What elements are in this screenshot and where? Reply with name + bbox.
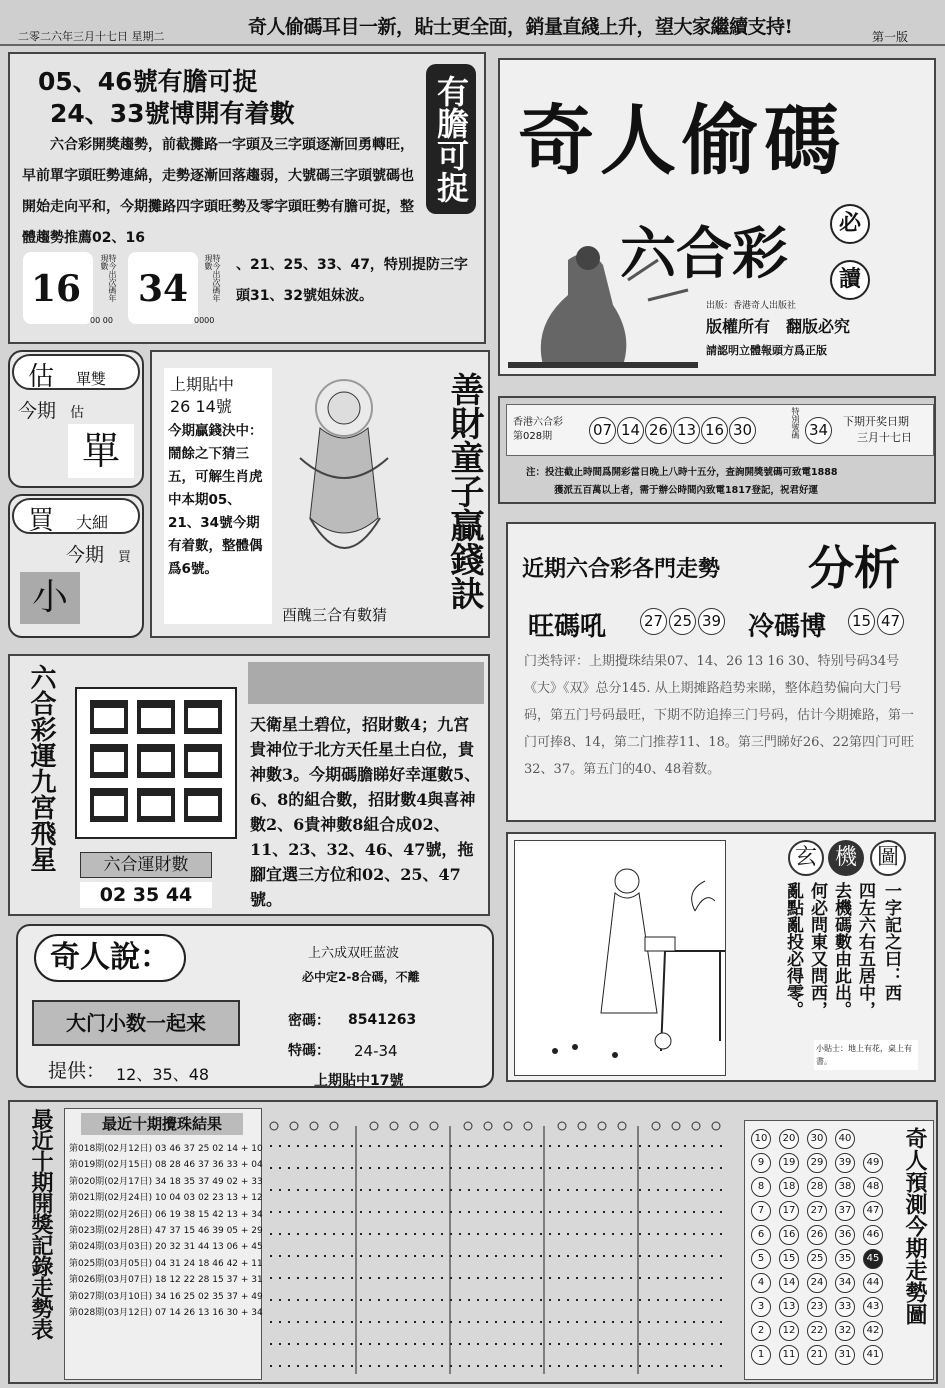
tip-column	[164, 368, 272, 624]
results-note-2: 獲派五百萬以上者，需于辦公時間內致電1817登記，祝君好運	[554, 485, 818, 496]
grid-number: 46	[863, 1225, 883, 1245]
buy-title-pill	[12, 498, 140, 534]
grid-number: 43	[863, 1297, 883, 1317]
results-panel	[498, 396, 936, 504]
buy-card	[8, 494, 144, 638]
hot-label: 旺碼吼	[528, 612, 607, 642]
history-row: 第027期(03月10日) 34 16 25 02 35 37 + 49	[69, 1291, 263, 1302]
grid-number: 26	[807, 1225, 827, 1245]
grid-number: 5	[751, 1249, 771, 1269]
cold-ball: 47	[877, 608, 904, 635]
history-title: 最近十期攪珠結果	[81, 1113, 243, 1135]
lead-body: 六合彩開獎趨勢，前截攤路一字頭及三字頭逐漸回勇轉旺，早前單字頭旺勢連綿，走勢逐漸回落趨弱，大號碼三字頭號碼也開始走向平和，今期攤路四字頭旺勢及零字頭旺勢有膽可捉，整體趨勢推薦02、16	[22, 137, 414, 246]
grid-number: 35	[835, 1249, 855, 1269]
grid-number: 8	[751, 1177, 771, 1197]
guess-small: 單雙	[76, 370, 107, 388]
grid-number: 4	[751, 1273, 771, 1293]
grid-number: 10	[751, 1129, 771, 1149]
buy-line: 今期	[66, 544, 105, 566]
guess-card	[8, 350, 144, 488]
guess-title-pill	[12, 354, 140, 390]
count-label-b: 特今出次碼年現數	[204, 254, 221, 302]
grid-number: 18	[779, 1177, 799, 1197]
grid-number: 12	[779, 1321, 799, 1341]
trend-chart	[264, 1118, 734, 1378]
special-code: 24-34	[354, 1042, 398, 1060]
analysis-body: 门类特评：上期攪珠结果07、14、26 13 16 30、特别号码34号《大》《双》总分145. 从上期摊路趋势来睇，整体趋势偏向大门号码，第五门号码最旺，下期不防追捧三门号码，估计今期摊路，第一门可捧8、14，第二门推荐11、18。第三門睇好26、22第四门可旺32、37。第五门的40、48着数。	[524, 654, 915, 777]
masthead-title: 奇人偷碼	[518, 96, 846, 185]
grid-number: 32	[835, 1321, 855, 1341]
result-ball: 26	[645, 417, 672, 444]
special-code-label: 特碼：	[288, 1043, 330, 1059]
headline-2: 24、33號博開有着數	[50, 99, 295, 128]
history-table	[64, 1108, 262, 1380]
secret-code: 8541263	[348, 1012, 417, 1028]
cold-balls	[848, 608, 904, 635]
grid-number: 41	[863, 1345, 883, 1365]
guess-line: 今期	[18, 400, 57, 422]
grid-number: 22	[807, 1321, 827, 1341]
page-header	[0, 0, 945, 46]
history-side-title: 最近十期開獎記錄走勢表	[28, 1108, 53, 1339]
grid-number: 23	[807, 1297, 827, 1317]
authentic-notice: 請認明立體報頭方爲正版	[706, 344, 827, 357]
grid-number: 27	[807, 1201, 827, 1221]
riddle-col-2: 四左六右五居中，	[855, 882, 875, 1018]
tip-body: 今期贏錢決中：鬧餘之下猜三五，可解生肖虎中本期05、21、34號今期有着數，整體偶爲6號。	[168, 423, 263, 577]
nine-gray-banner	[248, 662, 484, 704]
grid-number: 48	[863, 1177, 883, 1197]
headline-1: 05、46號有膽可捉	[38, 67, 258, 96]
grid-number: 13	[779, 1297, 799, 1317]
grid-number: 34	[835, 1273, 855, 1293]
result-ball: 14	[617, 417, 644, 444]
grid-number: 15	[779, 1249, 799, 1269]
riddle-title: 玄	[788, 840, 824, 876]
grid-number: 37	[835, 1201, 855, 1221]
prediction-panel	[744, 1120, 934, 1380]
qiren-line-2: 必中定2-8合碼，不離	[302, 970, 420, 984]
grid-number: 29	[807, 1153, 827, 1173]
grid-number: 49	[863, 1153, 883, 1173]
results-note-1: 注：投注截止時間爲開彩當日晚上八時十五分，查詢開獎號碼可致電1888	[526, 467, 838, 478]
lady-illustration	[515, 841, 725, 1075]
result-ball: 16	[701, 417, 728, 444]
guess-answer: 單	[68, 424, 134, 478]
nine-numbers: 02 35 44	[80, 882, 212, 908]
provide-numbers: 12、35、48	[116, 1065, 210, 1084]
grid-number: 9	[751, 1153, 771, 1173]
special-ball: 34	[805, 417, 832, 444]
grid-number: 17	[779, 1201, 799, 1221]
grid-number: 36	[835, 1225, 855, 1245]
tip-side-title: 善財童子贏錢訣	[444, 372, 484, 610]
grid-number-starred: 45	[863, 1249, 883, 1269]
history-row: 第028期(03月12日) 07 14 26 13 16 30 + 34	[69, 1308, 263, 1319]
scholar-illustration	[508, 240, 698, 370]
edition-label: 第一版	[872, 30, 909, 44]
grid-number: 24	[807, 1273, 827, 1293]
last-hit: 上期貼中17號	[314, 1073, 404, 1089]
results-brand: 香港六合彩	[513, 417, 563, 428]
count-label-a: 特今出次碼年現數	[100, 254, 117, 302]
hot-balls	[640, 608, 725, 635]
nine-palace-section	[8, 654, 490, 916]
riddle-col-5: 亂點亂投必得零。	[783, 882, 803, 1018]
riddle-section	[506, 832, 936, 1082]
riddle-col-3: 去機碼數由此出。	[831, 882, 851, 1018]
header-slogan: 奇人偷碼耳目一新，貼士更全面，銷量直綫上升，望大家繼續支持!	[248, 16, 793, 38]
count-a: 00 00	[90, 316, 113, 325]
history-row: 第018期(02月12日) 03 46 37 25 02 14 + 10	[69, 1144, 263, 1154]
riddle-col-1: 一字記之曰：西	[881, 882, 901, 1001]
masthead-subtitle: 六合彩	[620, 221, 788, 287]
prediction-grid	[751, 1127, 891, 1375]
tip-label-2: 26 14號	[170, 397, 232, 416]
history-rows	[69, 1141, 263, 1321]
nine-label: 六合運財數	[80, 852, 212, 878]
number-card-b	[128, 252, 198, 324]
history-section	[8, 1100, 938, 1384]
grid-number: 14	[779, 1273, 799, 1293]
qiren-line-1: 上六成双旺蓝波	[308, 946, 400, 961]
rights-line: 版權所有 翻版必究	[706, 317, 851, 336]
grid-number: 16	[779, 1225, 799, 1245]
guess-title: 估	[28, 362, 55, 392]
buy-answer: 小	[20, 572, 80, 624]
masthead	[498, 58, 936, 376]
results-issue: 第028期	[513, 431, 553, 442]
grid-number: 25	[807, 1249, 827, 1269]
hot-ball: 27	[640, 608, 667, 635]
grid-number: 1	[751, 1345, 771, 1365]
grid-number: 47	[863, 1201, 883, 1221]
result-ball: 07	[589, 417, 616, 444]
history-row: 第026期(03月07日) 18 12 22 28 15 37 + 31	[69, 1275, 263, 1286]
count-b: 0000	[194, 316, 215, 325]
lead-number-a: 16	[31, 268, 82, 310]
must-badge-1: 必	[830, 204, 870, 244]
lead-number-b: 34	[138, 268, 189, 310]
grid-number: 6	[751, 1225, 771, 1245]
tip-caption: 酉醜三合有數猜	[282, 606, 388, 624]
provide-label: 提供：	[48, 1060, 106, 1082]
must-badge-2: 讀	[830, 260, 870, 300]
riddle-tip: 小貼士：地上有花，桌上有書。	[814, 1040, 918, 1070]
results-strip	[506, 404, 934, 456]
lead-body-tail: 、21、25、33、47，特別提防三字頭31、32號姐妹波。	[236, 257, 468, 304]
buy-small: 大細	[76, 513, 109, 532]
child-deity-illustration	[280, 368, 408, 598]
grid-number: 21	[807, 1345, 827, 1365]
riddle-mid: 機	[828, 840, 864, 876]
grid-number: 42	[863, 1321, 883, 1341]
qiren-title: 奇人說：	[34, 934, 186, 982]
cold-label: 冷碼博	[748, 612, 827, 642]
history-row: 第023期(02月28日) 47 37 15 46 39 05 + 29	[69, 1226, 263, 1237]
history-row: 第019期(02月15日) 08 28 46 37 36 33 + 04	[69, 1160, 263, 1171]
nine-palace-diagram	[66, 678, 246, 848]
grid-number: 33	[835, 1297, 855, 1317]
results-balls	[589, 417, 756, 444]
grid-number: 3	[751, 1297, 771, 1317]
result-ball: 30	[729, 417, 756, 444]
grid-number: 39	[835, 1153, 855, 1173]
grid-number: 44	[863, 1273, 883, 1293]
prediction-side-title: 奇人預測今期走勢圖	[902, 1127, 927, 1325]
lead-side-title: 有膽可捉	[426, 64, 476, 214]
history-row: 第021期(02月24日) 10 04 03 02 23 13 + 12	[69, 1193, 263, 1204]
nine-body: 天衛星土碧位，招財數4；九宮貴神位于北方天任星土白位，貴神數3。今期碼膽睇好幸運數5、6、8的組合數，招財數4與喜神數2、6貴神數8組合成02、11、23、32、46、47號，拖腳宜選三方位和02、25、47號。	[250, 715, 481, 909]
analysis-title: 近期六合彩各門走勢	[522, 557, 721, 582]
issue-date: 二零二六年三月十七日 星期二	[18, 30, 165, 43]
grid-number: 11	[779, 1345, 799, 1365]
cold-ball: 15	[848, 608, 875, 635]
buy-title: 買	[28, 506, 55, 536]
grid-number: 7	[751, 1201, 771, 1221]
riddle-end: 圖	[870, 840, 906, 876]
hot-ball: 39	[698, 608, 725, 635]
grid-number: 20	[779, 1129, 799, 1149]
tip-section	[150, 350, 490, 638]
history-row: 第024期(03月03日) 20 32 31 44 13 06 + 45	[69, 1242, 263, 1253]
buy-line-small: 買	[118, 550, 132, 565]
hot-ball: 25	[669, 608, 696, 635]
history-row: 第022期(02月26日) 06 19 38 15 42 13 + 34	[69, 1209, 263, 1220]
result-ball: 13	[673, 417, 700, 444]
guess-line-small: 估	[70, 405, 84, 421]
grid-number: 19	[779, 1153, 799, 1173]
grid-number: 30	[807, 1129, 827, 1149]
riddle-picture	[514, 840, 726, 1076]
analysis-title-big: 分析	[808, 541, 900, 595]
publisher-line: 出版：香港奇人出版社	[706, 301, 797, 311]
tip-label-1: 上期貼中	[170, 375, 235, 394]
qiren-says-section	[16, 924, 494, 1088]
number-card-a	[23, 252, 93, 324]
riddle-col-4: 何必問東又問西，	[807, 882, 827, 1018]
history-row: 第020期(02月17日) 34 18 35 37 49 02 + 33	[69, 1176, 263, 1187]
grid-number: 31	[835, 1345, 855, 1365]
qiren-banner: 大门小数一起来	[32, 1000, 240, 1046]
secret-label: 密碼：	[288, 1013, 330, 1029]
grid-number: 38	[835, 1177, 855, 1197]
grid-number: 40	[835, 1129, 855, 1149]
next-draw-label: 下期开奖日期	[843, 415, 909, 428]
grid-number: 28	[807, 1177, 827, 1197]
nine-side-title: 六合彩運九宮飛星	[26, 664, 56, 872]
history-row: 第025期(03月05日) 04 31 24 18 46 42 + 11	[69, 1258, 263, 1269]
grid-number: 2	[751, 1321, 771, 1341]
lead-section	[8, 52, 486, 344]
special-label: 特別號碼	[791, 407, 800, 439]
analysis-section	[506, 522, 936, 822]
next-draw-date: 三月十七日	[857, 431, 912, 444]
